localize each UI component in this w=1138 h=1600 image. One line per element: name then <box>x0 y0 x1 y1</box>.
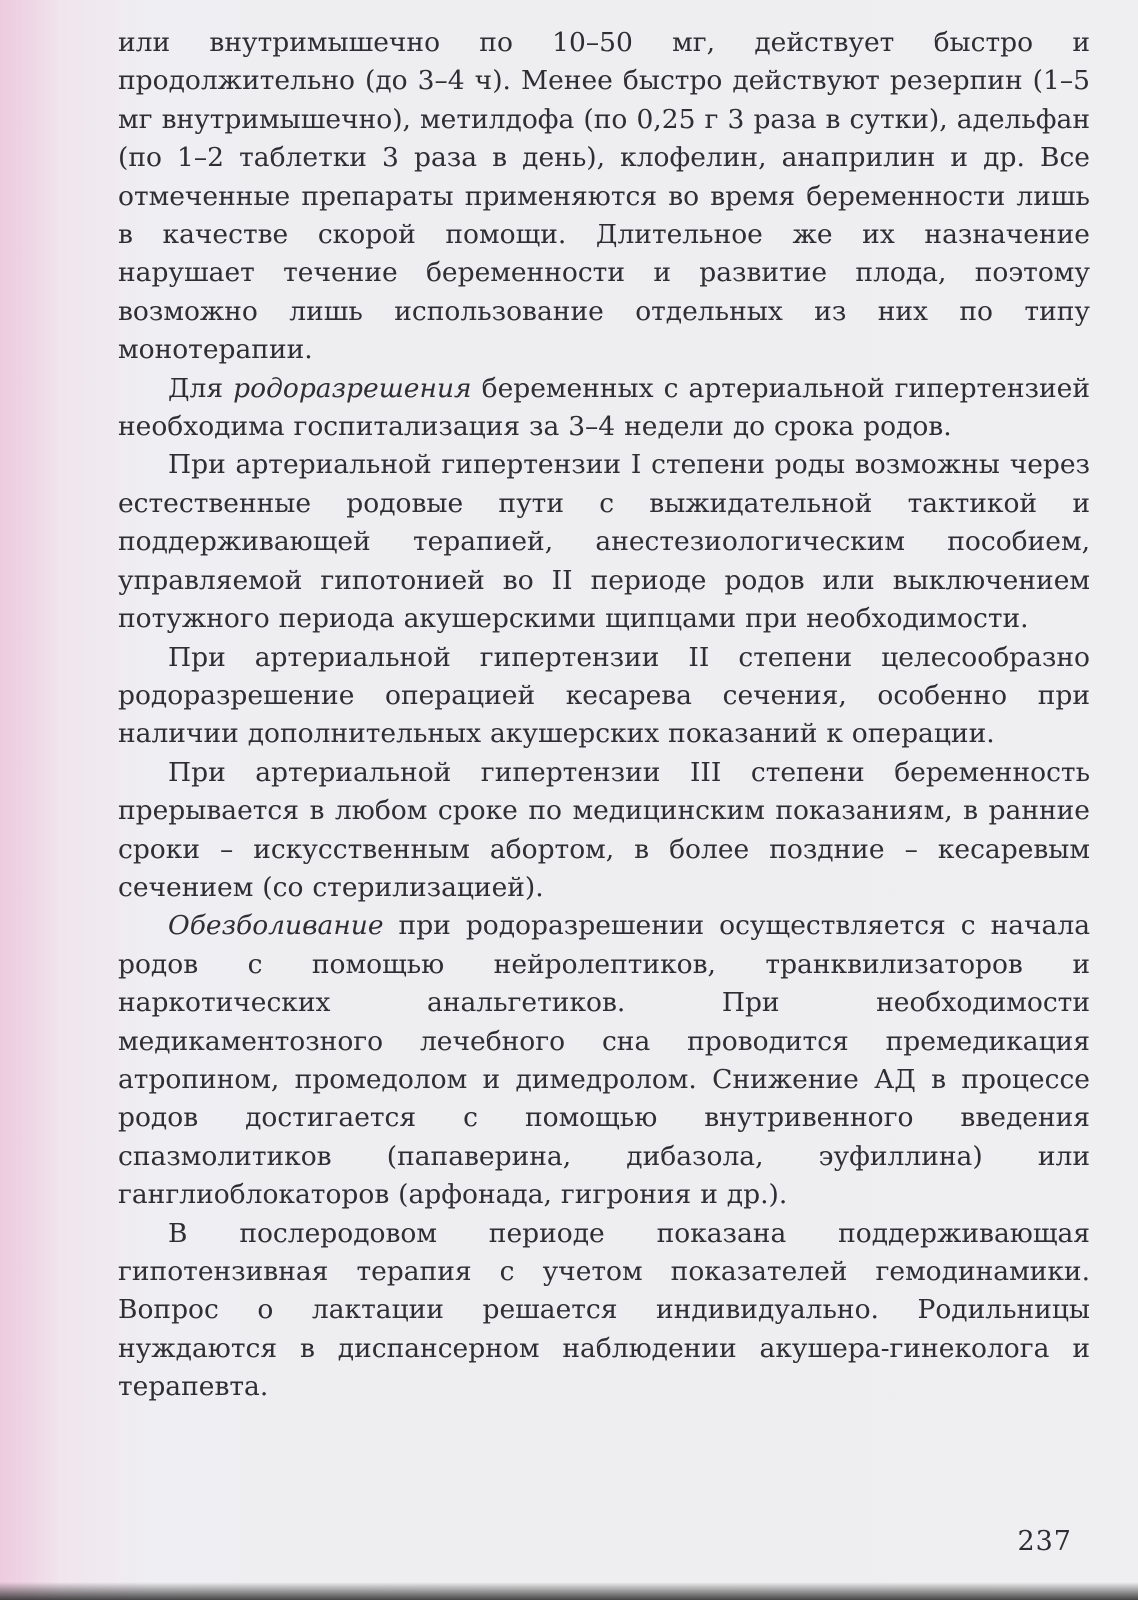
binding-shadow <box>0 0 60 1600</box>
paragraph-5 <box>118 754 1090 908</box>
paragraph-text: беременных с артериальной гипертензией необходима госпитализация за 3–4 недели до срока родов. <box>118 372 1090 443</box>
paragraph-text: При артериальной гипертензии I степени роды возможны через естественные родовые пути с выжидательной тактикой и поддерживающей терапией, анестезиологическим пособием, управляемой гипотонией во II периоде родов или выключением потужного периода акушерскими щипцами при необходимости. <box>118 449 1090 635</box>
paragraph-1 <box>118 24 1090 370</box>
paragraph-7 <box>118 1215 1090 1407</box>
paragraph-text: при родоразрешении осуществляется с начала родов с помощью нейролептиков, транквилизаторов и наркотических анальгетиков. При необходимости медикаментозного лечебного сна проводится премедикация атропином, промедолом и димедролом. Снижение АД в процессе родов достигается с помощью внутривенного введения спазмолитиков (папаверина, дибазола, эуфиллина) или ганглиоблокаторов (арфонада, гигрония и др.). <box>118 910 1090 1211</box>
italic-term: родоразрешения <box>233 372 472 404</box>
italic-term: Обезболивание <box>168 910 384 942</box>
paragraph-text: При артериальной гипертензии II степени целесообразно родоразрешение операцией кесарева сечения, особенно при наличии дополнительных акушерских показаний к операции. <box>118 641 1090 750</box>
paragraph-text: или внутримышечно по 10–50 мг, действует быстро и продолжительно (до 3–4 ч). Менее быстро действуют резерпин (1–5 мг внутримышечно), метилдофа (по 0,25 г 3 раза в сутки), адельфан (по 1–2 таблетки 3 раза в день), клофелин, анаприлин и др. Все отмеченные препараты применяются во время беременности лишь в качестве скорой помощи. Длительное же их назначение нарушает течение беременности и развитие плода, поэтому возможно лишь использование отдельных из них по типу монотерапии. <box>118 27 1090 366</box>
paragraph-text: При артериальной гипертензии III степени беременность прерывается в любом сроке по медицинским показаниям, в ранние сроки – искусственным абортом, в более поздние – кесаревым сечением (со стерилизацией). <box>118 756 1090 903</box>
page-bottom-edge <box>0 1582 1138 1600</box>
paragraph-2 <box>118 370 1090 447</box>
text-column <box>118 24 1090 1407</box>
paragraph-lead: Для <box>168 372 234 404</box>
page-number: 237 <box>1017 1526 1072 1557</box>
paragraph-text: В послеродовом периоде показана поддерживающая гипотензивная терапия с учетом показателей гемодинамики. Вопрос о лактации решается индивидуально. Родильницы нуждаются в диспансерном наблюдении акушера-гинеколога и терапевта. <box>118 1217 1090 1403</box>
paragraph-3 <box>118 446 1090 638</box>
paragraph-4 <box>118 639 1090 754</box>
paragraph-6 <box>118 907 1090 1214</box>
